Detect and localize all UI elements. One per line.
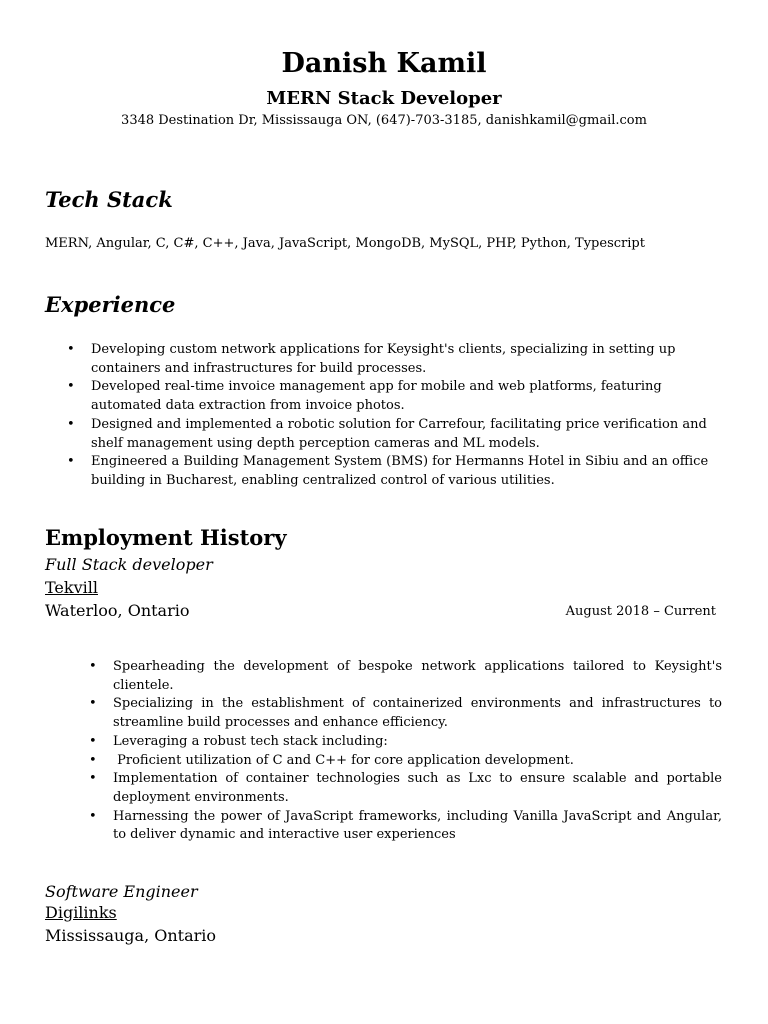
job-duty-text: Implementation of container technologies such as Lxc to ensure scalable and portable deployment environments. [113,771,722,805]
list-item [89,752,722,771]
job-location: Waterloo, Ontario [45,601,190,620]
list-item [89,733,722,752]
experience-item-text: Designed and implemented a robotic solution for Carrefour, facilitating price verification and shelf management using depth perception cameras and ML models. [91,416,707,451]
experience-heading: Experience [45,292,176,317]
tech-stack-list: MERN, Angular, C, C#, C++, Java, JavaScript, MongoDB, MySQL, PHP, Python, Typescript [45,236,645,251]
experience-item-text: Developing custom network applications for Keysight's clients, specializing in setting up containers and infrastructures for build processes. [91,342,676,376]
tech-stack-heading: Tech Stack [45,187,173,212]
job-duties-list [89,658,722,845]
job-title: Full Stack developer [45,555,213,574]
candidate-name: Danish Kamil [281,48,487,79]
job-duty-text: Proficient utilization of C and C++ for core application development. [113,752,574,768]
bullet-icon: • [89,733,97,749]
experience-list [67,341,731,491]
bullet-icon: • [89,752,97,768]
experience-item-text: Developed real-time invoice management app for mobile and web platforms, featuring automated data extraction from invoice photos. [91,379,662,414]
bullet-icon: • [67,342,75,357]
contact-info: 3348 Destination Dr, Mississauga ON, (647)-703-3185, danishkamil@gmail.com [121,113,647,128]
bullet-icon: • [89,771,97,787]
list-item [89,695,722,732]
bullet-icon: • [89,659,97,674]
company-name: Tekvill [45,578,98,597]
list-item [67,378,731,415]
job-title: Software Engineer [45,882,198,901]
job-dates: August 2018 – Current [565,604,716,619]
job-role: MERN Stack Developer [266,88,502,109]
bullet-icon: • [89,696,97,712]
list-item [67,416,731,453]
job-duty-text: Specializing in the establishment of containerized environments and infrastructures to streamline build processes and enhance efficiency. [113,696,722,731]
bullet-icon: • [67,379,75,395]
list-item [67,341,731,378]
list-item [67,453,731,490]
list-item [89,770,722,807]
job-duty-text: Leveraging a robust tech stack including: [113,733,388,749]
job-duty-text: Spearheading the development of bespoke network applications tailored to Keysight's clientele. [113,659,722,693]
bullet-icon: • [67,416,75,432]
list-item [89,658,722,695]
bullet-icon: • [89,808,97,824]
employment-heading: Employment History [45,525,287,550]
experience-item-text: Engineered a Building Management System (BMS) for Hermanns Hotel in Sibiu and an office building in Bucharest, enabling centralized control of various utilities. [91,454,709,488]
bullet-icon: • [67,454,75,470]
list-item [89,808,722,845]
company-name: Digilinks [45,903,117,922]
job-location: Mississauga, Ontario [45,926,217,945]
job-duty-text: Harnessing the power of JavaScript frameworks, including Vanilla JavaScript and Angular, to deliver dynamic and interactive user experiences [113,808,722,843]
